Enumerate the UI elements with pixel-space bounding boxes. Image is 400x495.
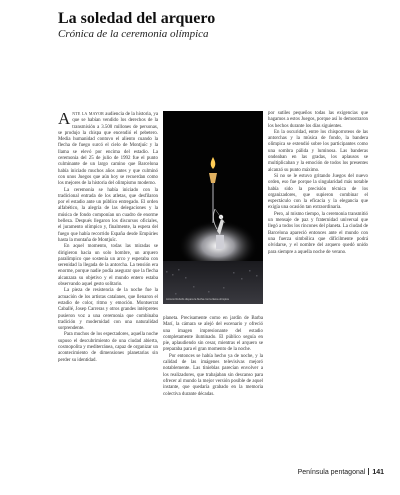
article-title: La soledad del arquero: [58, 10, 216, 27]
article-subtitle: Crónica de la ceremonia olímpica: [58, 28, 209, 40]
paragraph: En la oscuridad, entre los chisporroteos de las antorchas y la música de fondo, la bandera olímpica se extendió sobre los participantes como una sombra pálida y luminosa. Las banderas ondeaban en las gradas, los aplausos se multiplicaban y la emoción de todos los presentes alcanzó su punto máximo.: [268, 129, 368, 173]
paragraph: Por entonces se había hecho ya de noche, y la calidad de las imágenes televisivas mejoró notablemente. Las tinieblas parecían envolver a los realizadores, que trabajaban sin descanso para ofrecer al mundo la mejor versión posible de aquel instante, que quedaría grabado en la memoria colectiva durante décadas.: [163, 353, 263, 397]
paragraph: Si no se le estuvo gritando Juegos del nuevo orden, eso fue porque la singularidad más notable había sido la precisión técnica de los organizadores, que supieron combinar el espectáculo con la eficacia y la elegancia que exigía una ocasión tan extraordinaria.: [268, 173, 368, 211]
paragraph-text: audiencia de la historia, ya que se habían vendido los derechos de la transmisión a 3.500 millones de personas, se produjo la chispa que encendió el pebetero. Media humanidad contuvo el aliento cuando la flecha de fuego surcó el cielo de Montjuïc y la llama se elevó por encima del estadio. La ceremonia del 25 de julio de 1992 fue el punto culminante de un largo camino que Barcelona había iniciado muchos años antes y que culminó con unos Juegos que aún hoy se recuerdan como los mejores de la historia del olimpismo moderno.: [58, 112, 158, 187]
page-number: 141: [372, 469, 384, 476]
text-column-3: [268, 111, 368, 256]
page-footer: [298, 468, 384, 476]
paragraph: Pero, al mismo tiempo, la ceremonia transmitió un mensaje de paz y fraternidad universal que llegó a todos los rincones del planeta. La ciudad de Barcelona apareció entonces ante el mundo con una fuerza simbólica que difícilmente podrá olvidarse, y el nombre del arquero quedó unido para siempre a aquella noche de verano.: [268, 211, 368, 255]
drop-cap: A: [58, 109, 71, 128]
section-name: Península pentagonal: [297, 469, 366, 476]
paragraph: [58, 111, 158, 188]
paragraph: La ceremonia se había iniciado con la tradicional entrada de los atletas, que desfilaron por el estadio ante un público entregado. El orden alfabético, la alegría de las delegaciones y la música de fondo componían un cuadro de enorme belleza. Después llegaron los discursos oficiales, el juramento olímpico y, finalmente, la espera del fuego que había recorrido España desde Empúries hasta la montaña de Montjuïc.: [58, 187, 158, 243]
photo-caption: Antonio Rebollo dispara la flecha con la llama olímpica: [166, 298, 229, 301]
paragraph: planeta. Precisamente como en jardín de Barba Marí, la cámara se alejó del escenario y ofreció una imagen impresionante del estadio completamente iluminado. El público seguía en pie, aplaudiendo sin cesar, mientras el arquero se preparaba para el gran momento de la noche.: [163, 316, 263, 353]
paragraph: La pieza de resistencia de la noche fue la actuación de los artistas catalanes, que llenaron el estadio de color, ritmo y emoción. Montserrat Caballé, Josep Carreras y otros grandes intérpretes pusieron voz a una ceremonia que combinaba tradición y modernidad con una naturalidad sorprendente.: [58, 288, 158, 332]
paragraph: por sutiles pequeños todas las exigencias que hagamos a estos Juegos, porque así lo demostraron los hechos durante los días siguientes.: [268, 111, 368, 129]
footer-separator: [368, 468, 369, 475]
column-2-body: [163, 316, 263, 398]
text-column-1: [58, 111, 158, 364]
paragraph: Para muchos de los espectadores, aquella noche supuso el descubrimiento de una ciudad abierta, cosmopolita y mediterránea, capaz de organizar un acontecimiento de dimensiones planetarias sin perder su identidad.: [58, 332, 158, 363]
archer-lighting-cauldron-image: [163, 111, 263, 304]
ceremony-photo: [163, 111, 263, 304]
lead-smallcaps: nte la mayor: [72, 111, 104, 117]
paragraph: En aquel momento, todas las miradas se dirigieron hacia un solo hombre, un arquero paralímpico que sostenía un arco y esperaba con serenidad la llegada de la antorcha. La tensión era enorme, porque nadie podía asegurar que la flecha alcanzara su objetivo y el mundo entero estaba observando aquel gesto solitario.: [58, 244, 158, 288]
